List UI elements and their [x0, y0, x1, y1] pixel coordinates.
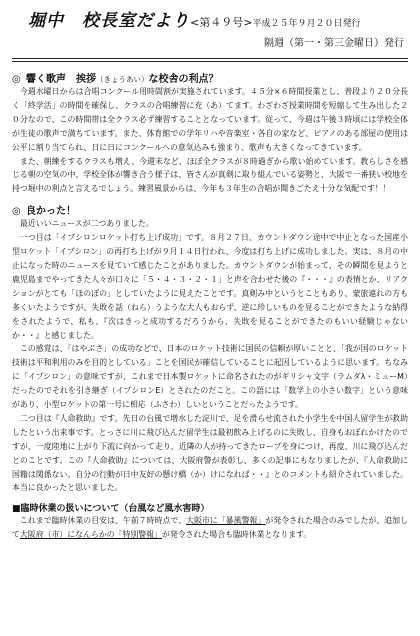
text-part: が発令された場合のみでしたが、追加して: [12, 516, 408, 540]
storm-warning-text: 大阪市に「暴風警報」: [186, 516, 266, 526]
paragraph: 一つ目は「イプシロンロケット打ち上げ成功」です。８月２７日、カウントダウン途中で中止となった国産小型ロケット「イプシロン」の再打ち上げが９月１４日行われ、今度は打ち上げに成功しました。実は、８月の中止になった時のニュースを見ていて感じたことがありました。カウントダウンが始まって、その瞬間を見ようと鹿児島までやってきた人々が口々に「５・４・３・２・１」と声を合わせた後の『・・・』の表情とか、リアクションがとても「ほのぼの」としていたように見えたことです。真剣み中というとこともあり、蒙旅遠れの方も多くいたようですが、失敗を話（ねら）うような大人もおらず、逆に珍しいものを見ることができたような納得をされたようで、私も、『次はきっと成功するだろうから、失敗を見ることができたのもいい経験じゃないか・・』と感じました。: [12, 233, 408, 340]
issue-schedule: 隔週（第一・第三金曜日）発行: [264, 38, 404, 49]
paragraph: 最近いいニュースが二つありました。: [19, 219, 154, 229]
paragraph: また、朝練をするクラスも増え、今週末など、ほぼ全クラスが８時過ぎから歌い始めています。教らしさを感じる朝の空気の中、学校全体が響き合う様子は、皆さんが真剣に取り組んでいる姿勢と、大阪で一番狭い校地を持つ堀中の利点と言えるでしょう。練習風景からは、今年も３年生の合唱が聞きごたえ十分な気配です！！: [12, 156, 408, 194]
section-heading: [12, 501, 408, 514]
paragraph: この感覚は、「はやぶさ」の成功などで、日本のロケット技術に国民の信頼が厚いことと、「我が国のロケット技術は平和利用のみを目的としている」ことを国民が確信していることに起因しているように思います。ちなみに「イプシロン」の意味ですが、これまで日本製ロケットに命名されたのがギリシャ文字（ラムダλ・ミューM）だったのでそれを引き継ぎ（イプシロンE）とされたのだこと。この語には「数学上の小さい数字」という意味があり、小型ロケットの第一号に相応（ふさわ）しいということだったようです。: [12, 344, 408, 410]
bullet-circle-icon: ◎: [12, 206, 21, 218]
heading-text-rest: な校舎の利点？: [148, 74, 219, 85]
text-part: が発令された場合も臨時休業となります。: [161, 530, 312, 540]
bullet-circle-icon: ◎: [12, 74, 21, 85]
issue-date: 平成２５年９月２０日発行: [252, 19, 361, 29]
section-heading: [12, 202, 408, 217]
section-singing: [12, 70, 408, 196]
heading-text: 臨時休業の扱いについて（台風など風水害時）: [20, 504, 210, 515]
section-good-news: [12, 202, 408, 495]
newsletter-header: [12, 4, 408, 59]
section-closure-policy: [12, 501, 408, 542]
bullet-square-icon: ■: [12, 504, 21, 515]
title-text: 堀中 校長室だより: [28, 11, 190, 31]
paragraph: [12, 514, 408, 542]
heading-ruby: （きょうあい）: [96, 75, 149, 84]
issue-number: <第４９号>: [190, 16, 253, 29]
newsletter-title: [28, 6, 360, 31]
heading-text: 良かった！: [26, 206, 76, 218]
section-heading: [12, 70, 408, 85]
paragraph: 二つ目は『人命救助』です。先日の台風で増水した淀川で、足を滑らせ流された小学生を中国人留学生が救助したという出来事です。とっさに川に飛び込んだ留学生は最初飲み上げるのに失敗し、自身もおぼれかけたのですが、一度陸地に上がり下流に向かって走り、近隣の人が持ってきたロープを身につけ、再度、川に飛び込んだとのことです。この『人命救助』については、大阪府警が表彰し、多くの記事にもなりましたが、『人命救助に国籍は関係ない。自分の行動が日中友好の懸け橋（か）けになれば・・』とのコメントも紹介されていました。本当に良かったと思いました。: [12, 413, 408, 493]
paragraph: 今週水曜日からは合唱コンクール用時間割が実施されています。４５分×６時間授業とし、普段より２０分長く「終学活」の時間を確保し、クラスの合唱練習に充（あ）てます。わざわざ授業時間を短縮して生み出した２０分なので、この時間帯は全クラス必ず練習することとなっています。従って、今週は午後３時頃には学校全体が生徒の歌声で満ちています。また、体育館での学年リハや音楽室・各自の家など、ピアノのある部屋の使用は公平に割り当てられ、日に日にコンクールへの意気込みも強まり、歌声も大きくなってきています。: [12, 87, 408, 152]
heading-text: 響く歌声 挨拶: [26, 74, 96, 85]
header-divider: [12, 61, 408, 64]
special-warning-text: 大阪府（市）になんらかの「特別警報」: [19, 530, 162, 540]
text-part: これまで臨時休業の目安は、午前７時時点で、: [19, 516, 187, 526]
